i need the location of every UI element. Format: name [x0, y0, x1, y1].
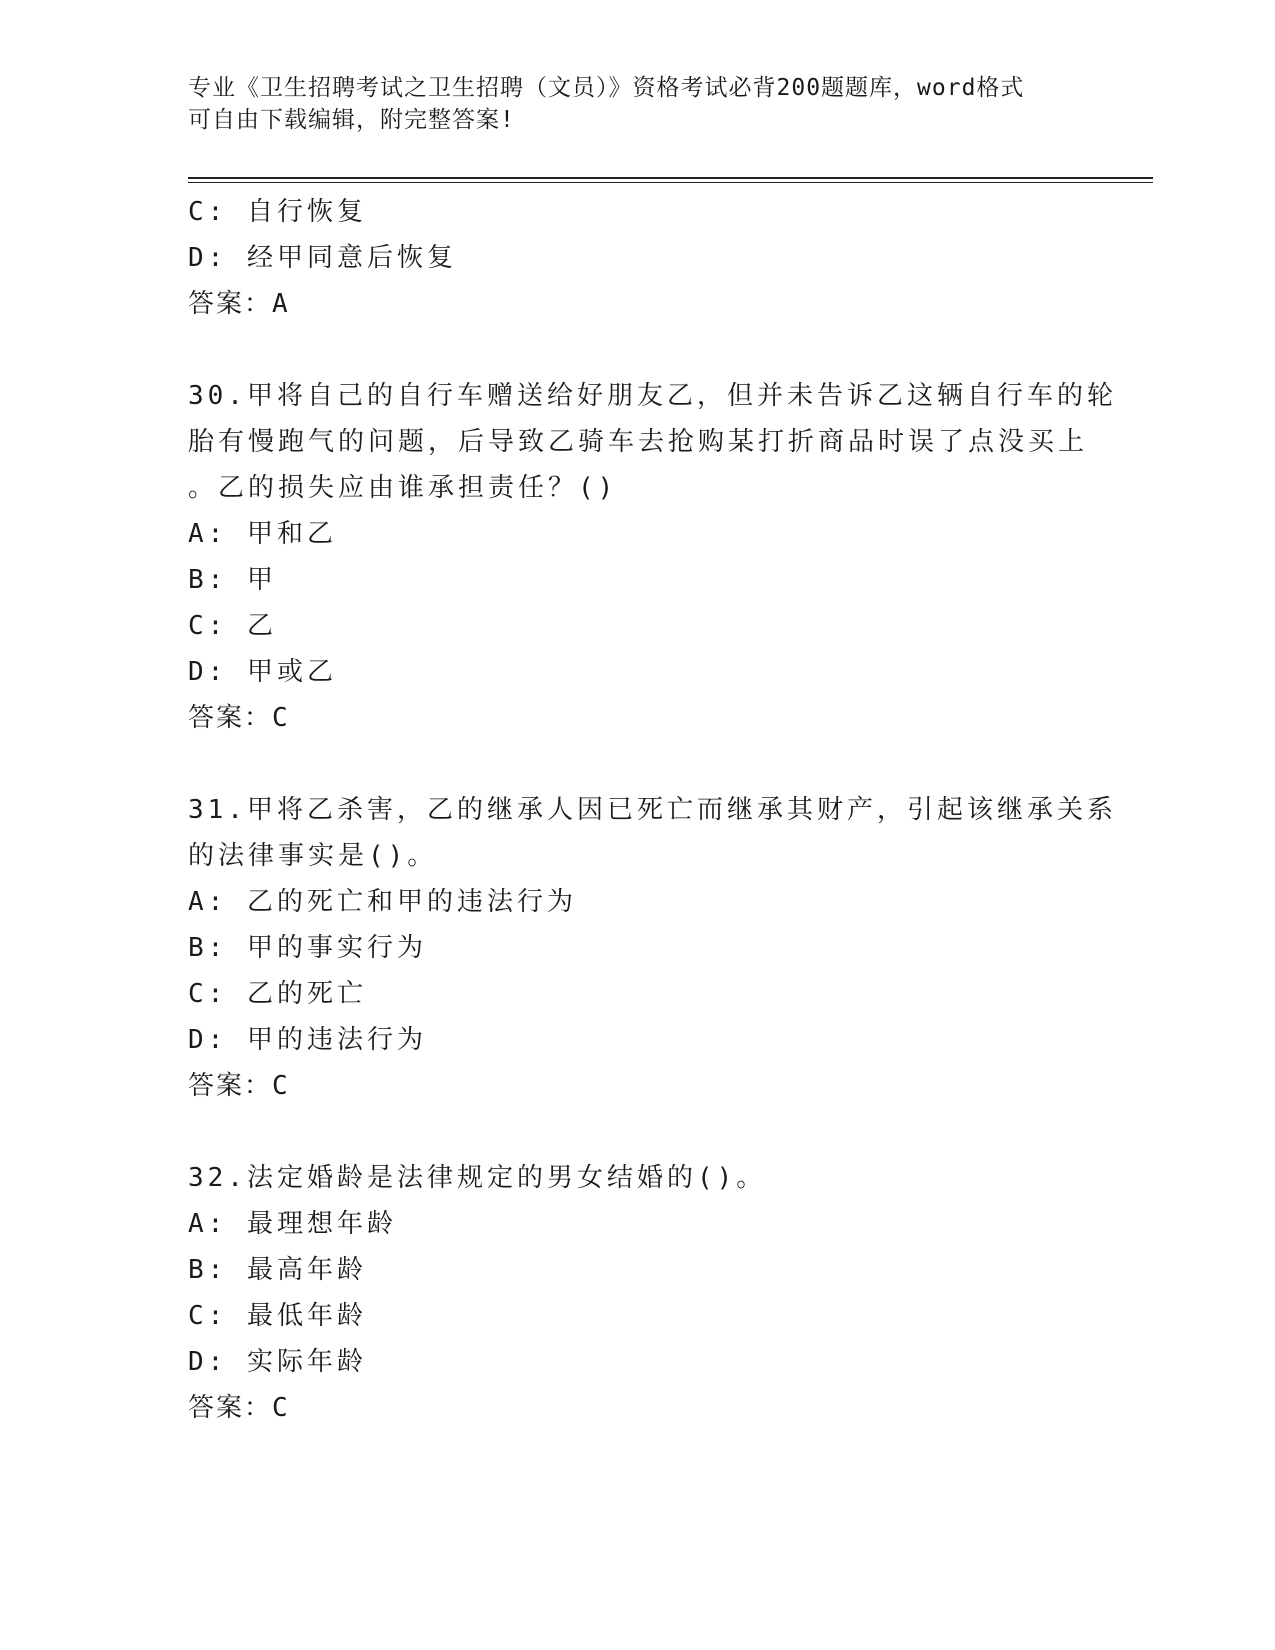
question-text-line: 。乙的损失应由谁承担责任？() — [188, 473, 618, 503]
spacer — [188, 741, 1088, 787]
header-divider-thin — [188, 182, 1153, 183]
option-b: B: 甲的事实行为 — [188, 933, 427, 963]
option-d: D: 实际年龄 — [188, 1347, 367, 1377]
question-30 — [188, 373, 1117, 741]
option-c: C: 自行恢复 — [188, 197, 367, 227]
spacer — [188, 327, 1088, 373]
option-d: D: 甲或乙 — [188, 657, 337, 687]
question-text-line: 胎有慢跑气的问题，后导致乙骑车去抢购某打折商品时误了点没买上 — [188, 427, 1089, 457]
document-header — [188, 72, 1088, 136]
header-title-line-1: 专业《卫生招聘考试之卫生招聘（文员）》资格考试必背200题题库，word格式 — [188, 75, 1025, 101]
question-text-line: 31.甲将乙杀害，乙的继承人因已死亡而继承其财产，引起该继承关系 — [188, 795, 1117, 825]
option-b: B: 最高年龄 — [188, 1255, 367, 1285]
option-c: C: 乙 — [188, 611, 277, 641]
answer: 答案：C — [188, 1393, 290, 1423]
answer: 答案：A — [188, 289, 290, 319]
option-d: D: 经甲同意后恢复 — [188, 243, 457, 273]
spacer — [188, 1109, 1088, 1155]
option-a: A: 最理想年龄 — [188, 1209, 397, 1239]
answer: 答案：C — [188, 703, 290, 733]
option-c: C: 乙的死亡 — [188, 979, 367, 1009]
header-divider — [188, 177, 1153, 179]
option-a: A: 甲和乙 — [188, 519, 337, 549]
question-29-tail — [188, 189, 1088, 327]
header-title-line-2: 可自由下载编辑，附完整答案! — [188, 107, 515, 133]
question-text-line: 30.甲将自己的自行车赠送给好朋友乙，但并未告诉乙这辆自行车的轮 — [188, 381, 1117, 411]
question-text-line: 的法律事实是()。 — [188, 841, 438, 871]
question-31 — [188, 787, 1117, 1109]
question-list — [188, 189, 1117, 1431]
option-b: B: 甲 — [188, 565, 277, 595]
option-c: C: 最低年龄 — [188, 1301, 367, 1331]
option-d: D: 甲的违法行为 — [188, 1025, 427, 1055]
option-a: A: 乙的死亡和甲的违法行为 — [188, 887, 577, 917]
question-32 — [188, 1155, 1088, 1431]
answer: 答案：C — [188, 1071, 290, 1101]
question-text-line: 32.法定婚龄是法律规定的男女结婚的()。 — [188, 1163, 767, 1193]
